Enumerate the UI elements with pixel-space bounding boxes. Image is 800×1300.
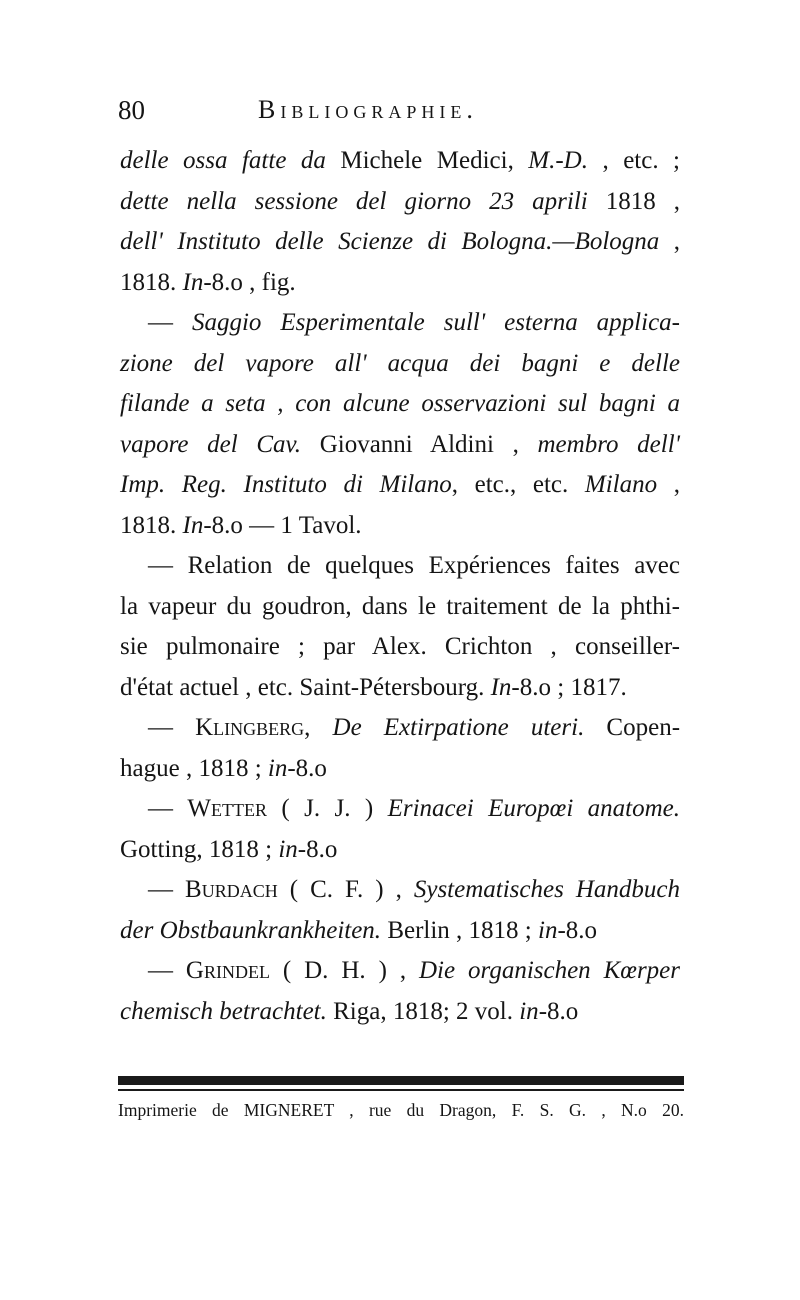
- entry-crichton-line-2: la vapeur du goudron, dans le traitement de la phthi-: [120, 592, 680, 620]
- entry-klingberg-line-2: hague , 1818 ; in-8.o: [120, 754, 327, 782]
- entry-wetter-line-1: — Wetter ( J. J. ) Erinacei Europœi anatome.: [148, 795, 681, 822]
- entry-wetter-line-2: Gotting, 1818 ; in-8.o: [120, 835, 338, 863]
- entry-medici-line-4: 1818. In-8.o , fig.: [120, 268, 296, 296]
- entry-aldini-line-2: zione del vapore all' acqua dei bagni e delle: [120, 349, 680, 377]
- entry-medici-line-2: dette nella sessione del giorno 23 aprili 1818 ,: [120, 187, 680, 215]
- entry-aldini-line-1: — Saggio Esperimentale sull' esterna applica-: [148, 309, 680, 336]
- colophon-rule-thin: [118, 1089, 684, 1091]
- entry-grindel-line-1: — Grindel ( D. H. ) , Die organischen Kœrper: [148, 957, 681, 984]
- entry-medici-line-3: dell' Instituto delle Scienze di Bologna.—Bologna ,: [120, 228, 681, 255]
- entry-burdach-line-1: — Burdach ( C. F. ) , Systematisches Handbuch: [148, 876, 680, 903]
- entry-aldini-line-6: 1818. In-8.o — 1 Tavol.: [120, 511, 362, 539]
- bibliography-text: [120, 141, 680, 1032]
- entry-grindel-line-2: chemisch betrachtet. Riga, 1818; 2 vol. in-8.o: [120, 997, 579, 1025]
- running-head: Bibliographie.: [258, 95, 478, 124]
- entry-aldini-line-5: Imp. Reg. Instituto di Milano, etc., etc. Milano ,: [120, 471, 680, 498]
- entry-aldini-line-4: vapore del Cav. Giovanni Aldini , membro dell': [120, 430, 681, 458]
- entry-crichton-line-3: sie pulmonaire ; par Alex. Crichton , conseiller-: [120, 633, 680, 660]
- entry-aldini-line-3: filande a seta , con alcune osservazioni sul bagni a: [120, 390, 680, 417]
- page-header: [118, 95, 678, 135]
- entry-klingberg-line-1: — Klingberg, De Extirpatione uteri. Copen-: [148, 714, 681, 741]
- printer-imprint: Imprimerie de MIGNERET , rue du Dragon, F. S. G. , N.o 20.: [118, 1100, 684, 1120]
- colophon-rule-thick: [118, 1076, 684, 1085]
- entry-medici-line-1: delle ossa fatte da Michele Medici, M.-D. , etc. ;: [120, 147, 680, 174]
- entry-burdach-line-2: der Obstbaunkrankheiten. Berlin , 1818 ; in-8.o: [120, 916, 598, 944]
- entry-crichton-line-1: — Relation de quelques Expériences faites avec: [148, 552, 680, 579]
- entry-crichton-line-4: d'état actuel , etc. Saint-Pétersbourg. In-8.o ; 1817.: [120, 673, 627, 701]
- page-number: 80: [118, 95, 145, 125]
